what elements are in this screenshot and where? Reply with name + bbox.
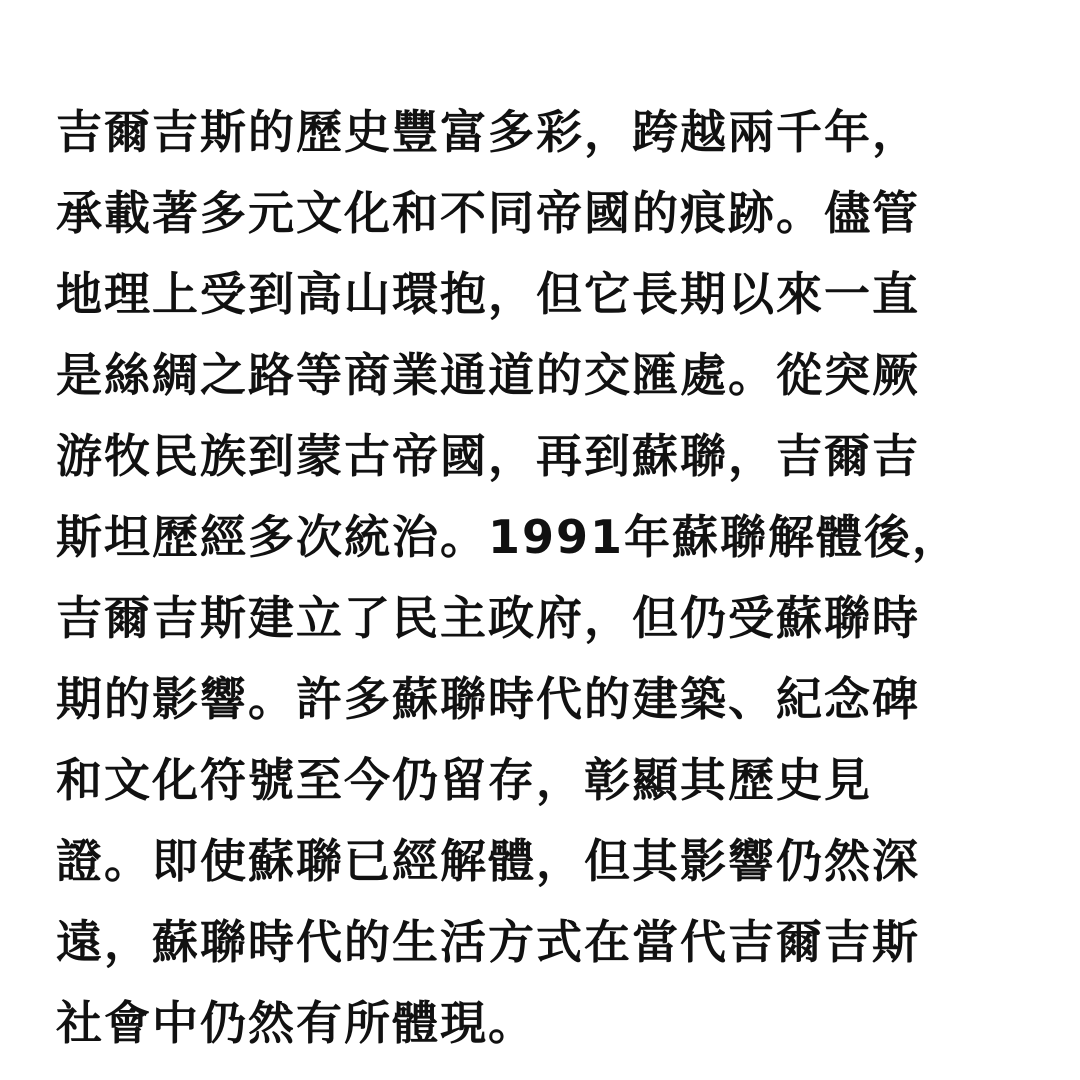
- text-line-7: 吉爾吉斯建立了民主政府，但仍受蘇聯時: [56, 591, 920, 645]
- text-line-5: 游牧民族到蒙古帝國，再到蘇聯，吉爾吉: [56, 429, 920, 483]
- text-line-11: 遠，蘇聯時代的生活方式在當代吉爾吉斯: [56, 915, 920, 969]
- text-line-9: 和文化符號至今仍留存，彰顯其歷史見: [56, 753, 872, 807]
- text-line-3: 地理上受到高山環抱，但它長期以來一直: [56, 267, 920, 321]
- text-line-4: 是絲綢之路等商業通道的交匯處。從突厥: [56, 348, 920, 402]
- text-line-6: 斯坦歷經多次統治。1991年蘇聯解體後，: [56, 510, 961, 564]
- text-line-12: 社會中仍然有所體現。: [56, 996, 536, 1050]
- text-line-1: 吉爾吉斯的歷史豐富多彩，跨越兩千年，: [56, 105, 920, 159]
- paragraph: [56, 92, 1036, 1064]
- text-line-10: 證。即使蘇聯已經解體，但其影響仍然深: [56, 834, 920, 888]
- text-line-2: 承載著多元文化和不同帝國的痕跡。儘管: [56, 186, 920, 240]
- text-line-8: 期的影響。許多蘇聯時代的建築、紀念碑: [56, 672, 920, 726]
